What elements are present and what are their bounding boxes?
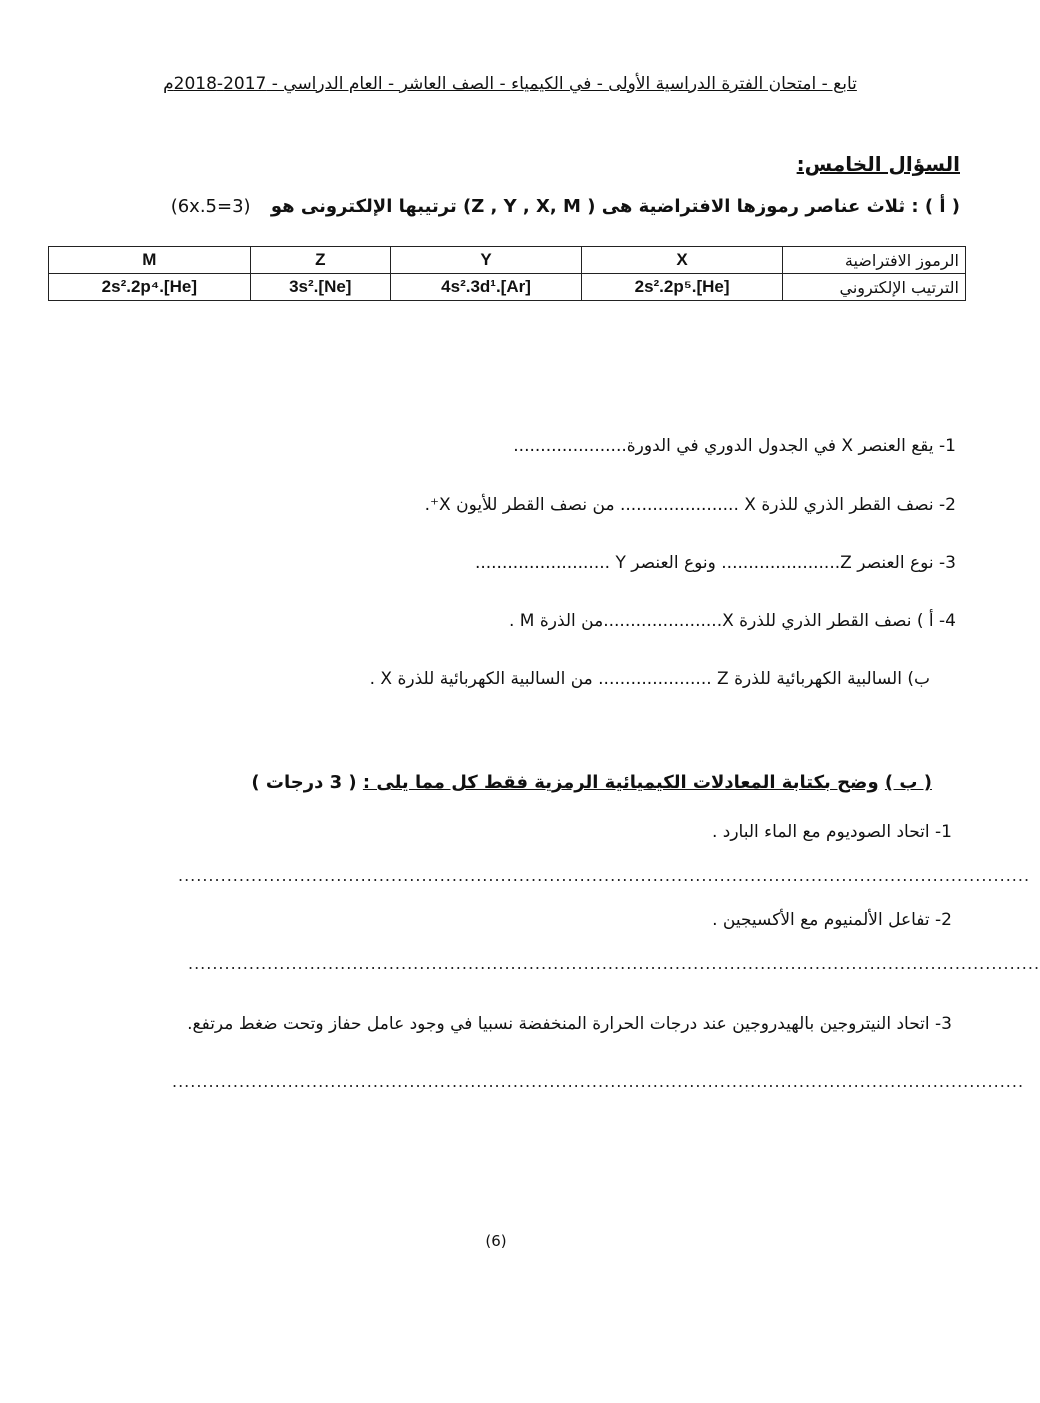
part-a-label: ( أ ) : xyxy=(911,196,960,217)
symbol-cell: Y xyxy=(390,247,581,274)
table-row xyxy=(49,247,966,274)
answer-line: ............................................................................................................................................ xyxy=(188,954,1040,973)
page-number: (6) xyxy=(485,1232,507,1250)
part-b-title: وضح بكتابة المعادلات الكيميائية الرمزية فقط كل مما يلى : xyxy=(362,772,879,793)
question-item: 3- نوع العنصر Z...................... ونوع العنصر Y ......................... xyxy=(474,553,956,573)
question-item: 4- أ ) نصف القطر الذري للذرة X......................من الذرة M . xyxy=(508,611,956,631)
config-cell: [Ne].3s² xyxy=(250,274,390,301)
part-a-statement xyxy=(171,196,960,217)
symbol-cell: M xyxy=(49,247,251,274)
question-item: ب) السالبية الكهربائية للذرة Z ..................... من السالبية الكهربائية للذرة X . xyxy=(369,669,930,689)
symbol-cell: Z xyxy=(250,247,390,274)
config-cell: [Ar].4s².3d¹ xyxy=(390,274,581,301)
config-cell: [He].2s².2p⁴ xyxy=(49,274,251,301)
part-b-label: ( ب ) xyxy=(884,772,932,793)
equation-item: 1- اتحاد الصوديوم مع الماء البارد . xyxy=(711,822,952,842)
equation-item: 2- تفاعل الألمنيوم مع الأكسيجين . xyxy=(712,910,952,930)
config-cell: [He].2s².2p⁵ xyxy=(582,274,783,301)
part-a-text: ثلاث عناصر رموزها الافتراضية هى ( Z , Y , X, M) ترتيبها الإلكترونى هو xyxy=(270,196,906,217)
exam-header: تابع - امتحان الفترة الدراسية الأولى - في الكيمياء - الصف العاشر - العام الدراسي - 2017-2018م xyxy=(163,74,857,94)
part-b-statement xyxy=(251,772,932,793)
elements-table xyxy=(48,246,966,301)
symbol-cell: X xyxy=(582,247,783,274)
question-item: 1- يقع العنصر X في الجدول الدوري في الدورة..................... xyxy=(513,436,956,456)
table-row xyxy=(49,274,966,301)
table-row-header: الترتيب الإلكتروني xyxy=(783,274,966,301)
table-row-header: الرموز الافتراضية xyxy=(783,247,966,274)
part-b-score: ( 3 درجات ) xyxy=(251,772,357,793)
answer-line: ............................................................................................................................................ xyxy=(172,1072,1025,1091)
question-item: 2- نصف القطر الذري للذرة X ...................... من نصف القطر للأيون X⁺. xyxy=(424,495,956,515)
question-five-title: السؤال الخامس: xyxy=(796,152,960,176)
equation-item: 3- اتحاد النيتروجين بالهيدروجين عند درجات الحرارة المنخفضة نسبيا في وجود عامل حفاز وتحت ضغط مرتفع. xyxy=(187,1014,952,1034)
part-a-score: (6x.5=3) xyxy=(170,196,251,217)
answer-line: ............................................................................................................................................ xyxy=(178,866,1031,885)
